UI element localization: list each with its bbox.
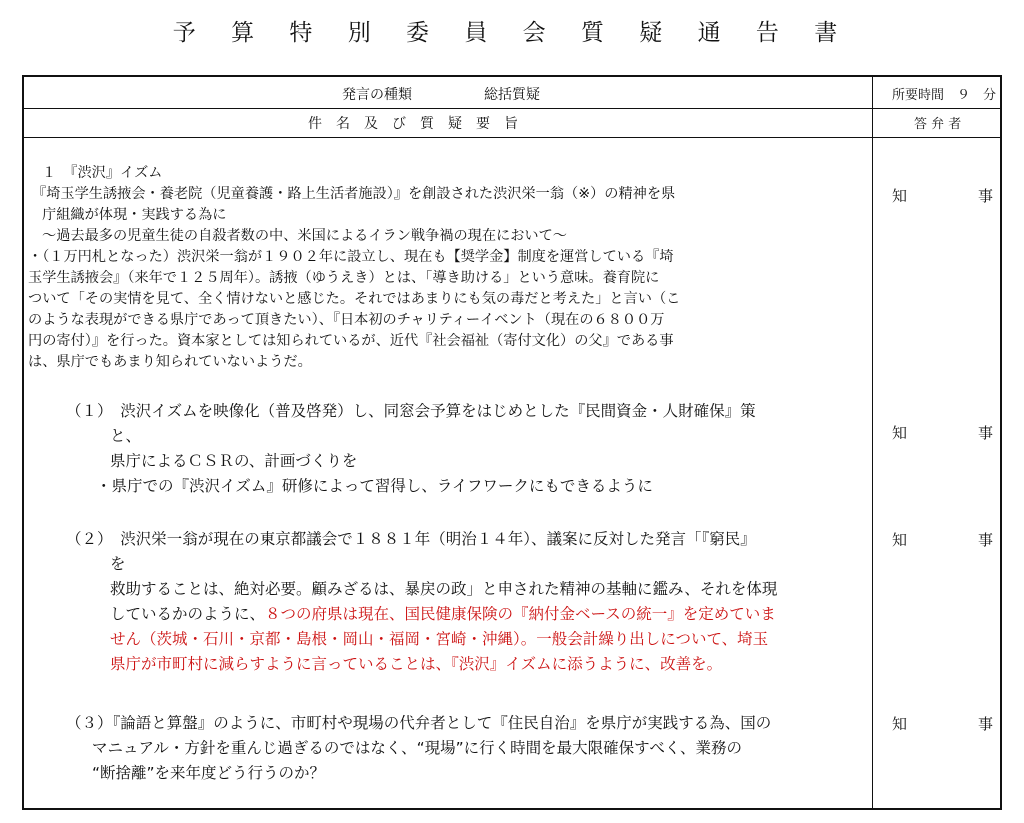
item-1-line: ・県庁での『渋沢イズム』研修によって習得し、ライフワークにもできるように [96,477,653,495]
section-1-line: 庁組織が体現・実践する為に [42,207,227,223]
section-1-line: ついて「その実情を見て、全く情けないと感じた。それではあまりにも気の毒だと考えた」と言い（こ [28,291,681,307]
section-1-line: は、県庁でもあまり知られていないようだ。 [28,354,312,370]
section-1-line: 円の寄付）』を行った。資本家としては知られているが、近代『社会福祉（寄付文化）の父』である事 [28,333,674,349]
section-1-line: ・（１万円札となった）渋沢栄一翁が１９０２年に設立し、現在も【奨学金】制度を運営している『埼 [28,249,674,265]
section-1-line: ～過去最多の児童生徒の自殺者数の中、米国によるイラン戦争禍の現在において～ [42,228,567,244]
item-2-line: 救助することは、絶対必要。顧みざるは、暴戻の政」と申された精神の基軸に鑑み、それを体現 [110,580,778,598]
item-2-line: を [110,555,126,573]
item-1-line: （１） 渋沢イズムを映像化（普及啓発）し、同窓会予算をはじめとした『民間資金・人財確保』策 [66,402,756,420]
item-2-line [110,602,776,627]
section-1-line: 『埼玉学生誘掖会・養老院（児童養護・路上生活者施設）』を創設された渋沢栄一翁（※）の精神を県 [32,186,676,202]
item-3 [24,711,870,791]
item-3-line: （３）『論語と算盤』のように、市町村や現場の代弁者として『住民自治』を県庁が実践する為、国の [66,714,772,732]
item-1 [24,399,870,509]
item-2 [24,527,870,677]
column-divider [872,77,873,808]
item-3-line: マニュアル・方針を重んじ過ぎるのではなく、“現場”に行く時間を最大限確保すべく、業務の [92,739,743,757]
speech-type-label: 発言の種類 [342,87,412,103]
section-1 [24,163,870,383]
item-1-line: と、 [110,427,142,445]
subject-label: 件 名 及 び 質 疑 要 旨 [308,116,518,132]
respondent-char: 事 [978,715,994,733]
item-2-line: （２） 渋沢栄一翁が現在の東京都議会で１８８１年（明治１４年）、議案に反対した発言「『窮民』 [66,530,756,548]
item-2-red-line: 県庁が市町村に減らすように言っていることは、『渋沢』イズムに添うように、改善を。 [110,655,723,673]
item-3-line: “断捨離”を来年度どう行うのか？ [92,764,326,782]
notice-form [22,75,1002,810]
section-1-line: 玉学生誘掖会』（来年で１２５周年）。誘掖（ゆうえき）とは、「導き助ける」という意味。養育院に [28,270,660,286]
speech-type-value: 総括質疑 [484,87,540,103]
respondent-char: 事 [978,424,994,442]
item-1-line: 県庁によるＣＳＲの、計画づくりを [110,452,358,470]
document-title: 予 算 特 別 委 員 会 質 疑 通 告 書 [172,20,852,46]
respondent-label: 答 弁 者 [914,117,962,132]
item-2-line-black-part: しているかのように、 [110,605,266,623]
item-2-red-line: せん（茨城・石川・京都・島根・岡山・福岡・宮崎・沖縄）。一般会計繰り出しについて、埼玉 [110,630,769,648]
respondent-char: 知 [892,715,908,733]
row-divider-1 [24,108,1000,109]
item-2-line-red-part: ８つの府県は現在、国民健康保険の『納付金ベースの統一』を定めていま [265,605,776,623]
section-1-heading: １ 『渋沢』イズム [42,165,163,181]
respondent-char: 事 [978,187,994,205]
row-divider-2 [24,137,1000,138]
respondent-char: 知 [892,187,908,205]
respondent-char: 知 [892,424,908,442]
respondent-char: 事 [978,531,994,549]
time-label: 所要時間 ９ 分 [892,88,997,103]
respondent-char: 知 [892,531,908,549]
section-1-line: のような表現ができる県庁であって頂きたい）、『日本初のチャリティーイベント（現在の６８００万 [28,312,665,328]
